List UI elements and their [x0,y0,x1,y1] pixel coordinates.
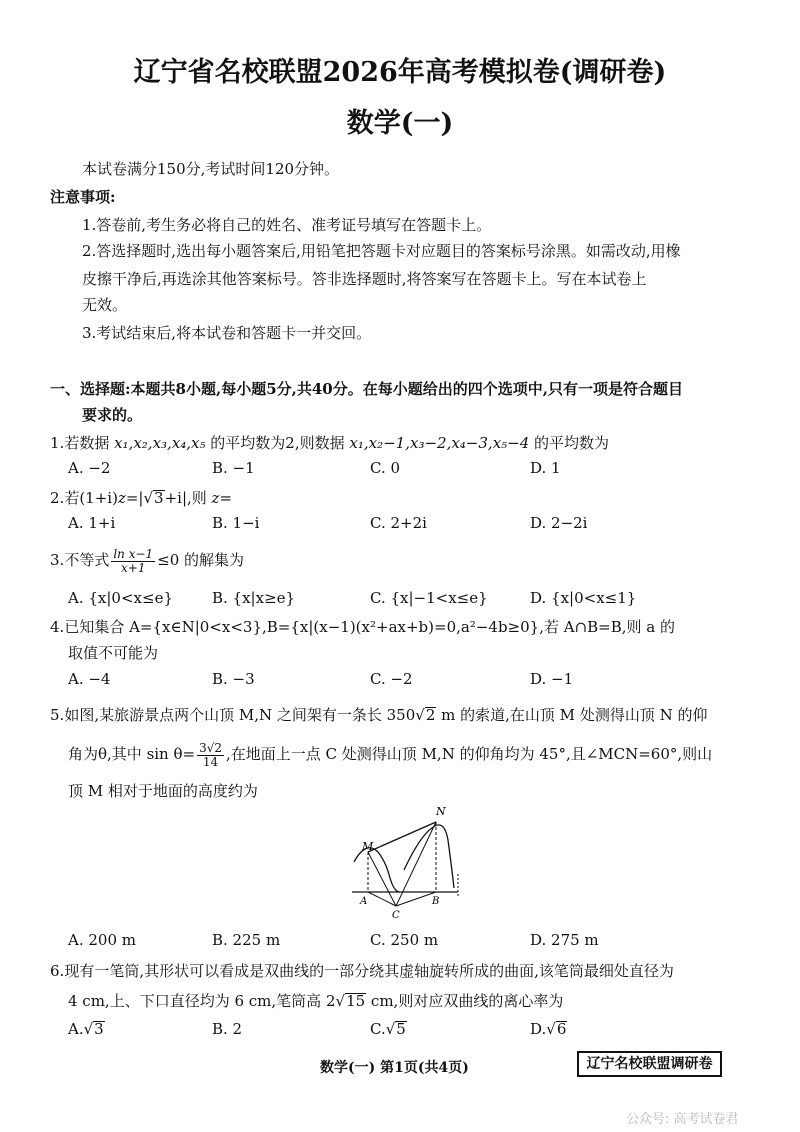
notice-item-2-cont: 皮擦干净后,再选涂其他答案标号。答非选择题时,将答案写在答题卡上。写在本试卷上 [82,270,647,288]
question-1-option-b: B. −1 [212,459,255,477]
notice-heading: 注意事项: [50,188,116,206]
notice-item-3: 3.考试结束后,将本试卷和答题卡一并交回。 [82,324,372,342]
question-4-option-c: C. −2 [370,670,413,688]
question-1-option-a: A. −2 [68,459,111,477]
question-5-option-c: C. 250 m [370,931,439,949]
figure-label-a: A [360,896,368,907]
watermark: 公众号: 高考试卷君 [626,1112,739,1127]
section-heading-cont: 要求的。 [82,406,143,424]
question-6-stem-cont: 4 cm,上、下口直径均为 6 cm,笔筒高 2√15 cm,则对应双曲线的离心率为 [68,992,564,1010]
footer-brand-box: 辽宁名校联盟调研卷 [577,1051,722,1077]
question-5-stem-line3: 顶 M 相对于地面的高度约为 [68,782,258,800]
question-6-option-b: B. 2 [212,1020,243,1038]
question-5-stem: 5.如图,某旅游景点两个山顶 M,N 之间架有一条长 350√2 m 的索道,在山顶 M 处测得山顶 N 的仰 [50,706,708,724]
question-6-option-d: D.√6 [530,1020,567,1038]
question-5-option-d: D. 275 m [530,931,599,949]
question-6-stem: 6.现有一笔筒,其形状可以看成是双曲线的一部分绕其虚轴旋转所成的曲面,该笔筒最细处直径为 [50,962,674,980]
figure-label-c: C [392,910,400,921]
question-2-option-d: D. 2−2i [530,514,588,532]
question-2-option-b: B. 1−i [212,514,260,532]
question-6-option-a: A.√3 [68,1020,104,1038]
question-3-option-d: D. {x|0<x≤1} [530,589,637,607]
question-3-stem: 3.不等式 $\frac{\text{ln x−1}}{x+1}$ ≤0 的解集为 [50,547,245,575]
question-6-option-c: C.√5 [370,1020,406,1038]
question-3-fraction: $\frac{\text{ln x−1}}{x+1}$ [113,547,154,575]
question-5-stem-line2: 角为θ,其中 sin θ= $\frac{3√2}{14}$ ,在地面上一点 C 处测得山顶 M,N 的仰角均为 45°,且∠MCN=60°,则山 [68,741,713,769]
question-1-option-c: C. 0 [370,459,401,477]
figure-label-m: M [362,840,374,853]
figure-label-b: B [432,896,440,907]
notice-item-2: 2.答选择题时,选出每小题答案后,用铅笔把答题卡对应题目的答案标号涂黑。如需改动,用橡 [82,242,681,260]
question-5-option-a: A. 200 m [68,931,136,949]
exam-subtitle: 数学(一) [346,108,454,139]
section-heading: 一、选择题:本题共8小题,每小题5分,共40分。在每小题给出的四个选项中,只有一项是符合题目 [50,380,683,398]
page-footer: 数学(一) 第1页(共4页) [320,1060,469,1076]
question-2-option-a: A. 1+i [68,514,116,532]
question-5-fraction: $\frac{3√2}{14}$ [199,741,223,769]
question-3-option-b: B. {x|x≥e} [212,589,296,607]
question-3-option-a: A. {x|0<x≤e} [68,589,173,607]
exam-title: 辽宁省名校联盟2026年高考模拟卷(调研卷) [133,57,667,88]
question-4-stem-cont: 取值不可能为 [68,644,159,662]
question-4-stem: 4.已知集合 A={x∈N|0<x<3},B={x|(x−1)(x²+ax+b)=0,a²−4b≥0},若 A∩B=B,则 a 的 [50,618,676,636]
question-4-option-a: A. −4 [68,670,111,688]
question-5-option-b: B. 225 m [212,931,281,949]
question-4-option-b: B. −3 [212,670,255,688]
question-5-figure [340,800,480,922]
figure-label-n: N [436,805,446,818]
question-3-option-c: C. {x|−1<x≤e} [370,589,488,607]
notice-item-1: 1.答卷前,考生务必将自己的姓名、准考证号填写在答题卡上。 [82,216,492,234]
question-4-option-d: D. −1 [530,670,574,688]
question-1-stem: 1.若数据 x₁,x₂,x₃,x₄,x₅ 的平均数为2,则数据 x₁,x₂−1,x₃−2,x₄−3,x₅−4 的平均数为 [50,434,610,452]
question-2-stem: 2.若(1+i)z=|√3+i|,则 z= [50,489,233,507]
exam-intro: 本试卷满分150分,考试时间120分钟。 [82,160,340,178]
question-2-option-c: C. 2+2i [370,514,427,532]
notice-item-2-end: 无效。 [82,296,128,314]
question-1-option-d: D. 1 [530,459,561,477]
